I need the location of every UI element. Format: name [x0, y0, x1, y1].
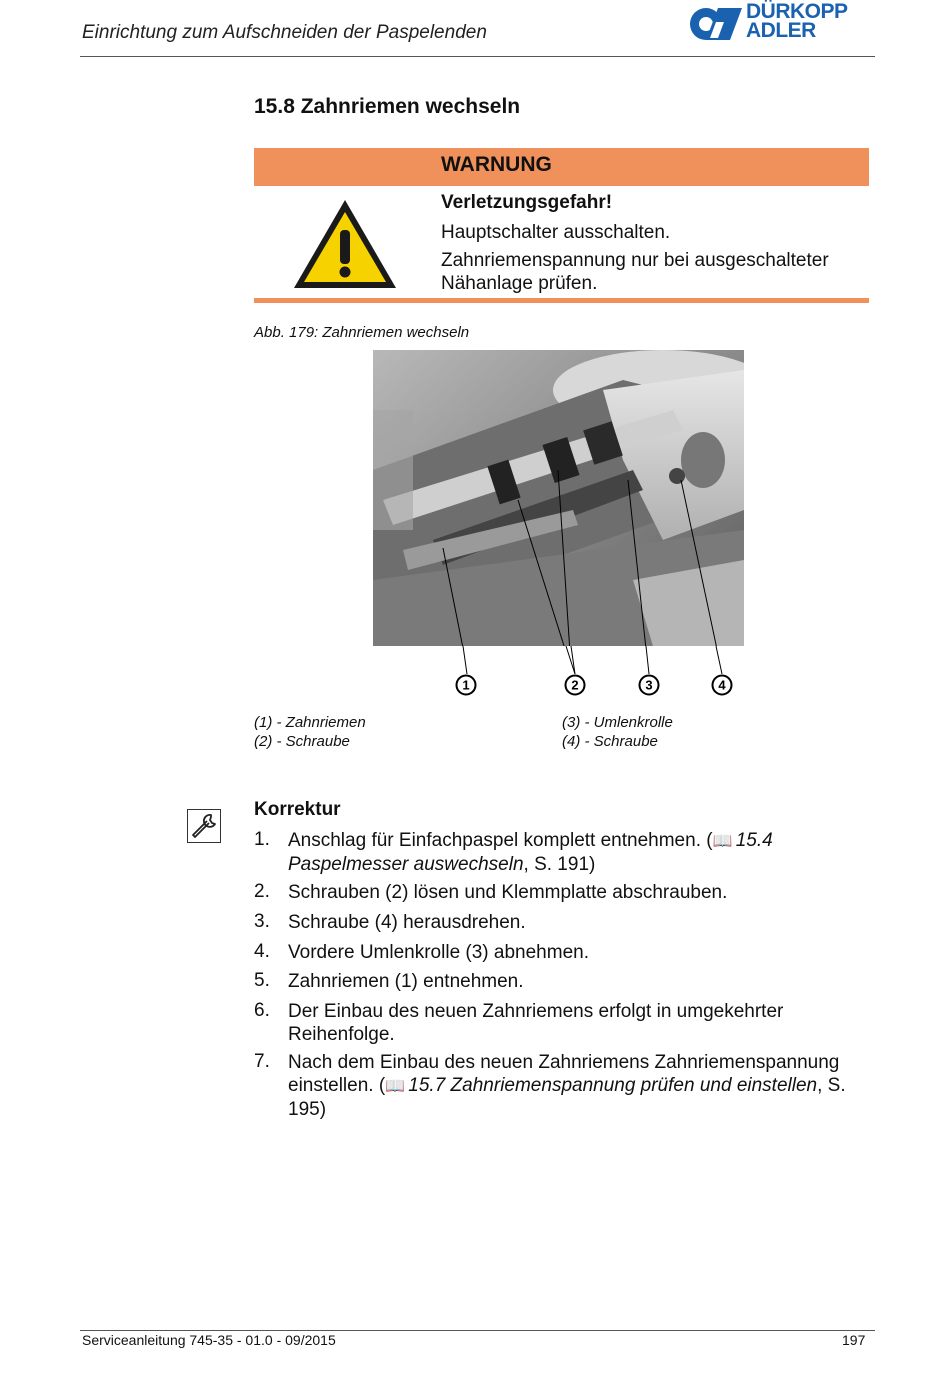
footer-divider — [80, 1330, 875, 1331]
callout-3-label: 3 — [645, 677, 653, 693]
step-7-post: , S. 195) — [288, 1075, 846, 1120]
step-7-text — [288, 1051, 873, 1121]
logo-line-1: DÜRKOPP — [746, 0, 848, 23]
legend-item-4: (4) - Schraube — [562, 733, 658, 750]
machine-photo — [373, 350, 744, 646]
callout-4 — [711, 674, 733, 696]
step-3-text: Schraube (4) herausdrehen. — [288, 912, 526, 933]
callout-leaders — [373, 646, 744, 674]
step-7-pre: Nach dem Einbau des neuen Zahnriemens Zahnriemenspannung einstellen. ( — [288, 1052, 840, 1096]
warning-line-2: Zahnriemenspannung nur bei ausgeschalteter Nähanlage prüfen. — [441, 250, 829, 294]
legend-item-3: (3) - Umlenkrolle — [562, 714, 673, 731]
header-title: Einrichtung zum Aufschneiden der Paspelenden — [82, 22, 487, 43]
step-7-reference[interactable]: 15.7 Zahnriemenspannung prüfen und einstellen — [408, 1075, 818, 1096]
book-icon: 📖 — [385, 1078, 409, 1095]
callout-2 — [564, 674, 586, 696]
warning-bar — [254, 148, 869, 186]
book-icon: 📖 — [712, 833, 736, 850]
step-1-post: , S. 191) — [523, 854, 596, 875]
step-2-text: Schrauben (2) lösen und Klemmplatte abschrauben. — [288, 882, 728, 903]
step-1-text — [288, 829, 873, 876]
warning-subtitle: Verletzungsgefahr! — [441, 192, 613, 213]
callout-2-label: 2 — [571, 677, 579, 693]
footer-document-id: Serviceanleitung 745-35 - 01.0 - 09/2015 — [82, 1332, 336, 1348]
callout-4-label: 4 — [718, 677, 726, 693]
step-7-number: 7. — [254, 1051, 270, 1072]
warning-title: WARNUNG — [441, 153, 552, 176]
page-number: 197 — [842, 1332, 866, 1348]
callout-1 — [455, 674, 477, 696]
step-4-number: 4. — [254, 941, 270, 962]
callout-3 — [638, 674, 660, 696]
legend-item-2: (2) - Schraube — [254, 733, 350, 750]
section-title: 15.8 Zahnriemen wechseln — [254, 95, 521, 118]
warning-line-1: Hauptschalter ausschalten. — [441, 222, 671, 243]
brand-logo — [688, 2, 873, 46]
warning-bottom-rule — [254, 298, 869, 303]
step-6-number: 6. — [254, 1000, 270, 1021]
wrench-icon — [187, 809, 221, 843]
step-1-number: 1. — [254, 829, 270, 850]
logo-mark-icon — [688, 2, 744, 46]
step-5-text: Zahnriemen (1) entnehmen. — [288, 971, 524, 992]
step-4-text: Vordere Umlenkrolle (3) abnehmen. — [288, 942, 589, 963]
legend-item-1: (1) - Zahnriemen — [254, 714, 366, 731]
callout-1-label: 1 — [462, 677, 470, 693]
step-1-pre: Anschlag für Einfachpaspel komplett entnehmen. ( — [288, 830, 713, 851]
logo-line-2: ADLER — [746, 19, 816, 42]
step-3-number: 3. — [254, 911, 270, 932]
procedure-title: Korrektur — [254, 799, 341, 820]
header-divider — [80, 56, 875, 57]
step-5-number: 5. — [254, 970, 270, 991]
step-2-number: 2. — [254, 881, 270, 902]
warning-triangle-icon — [290, 196, 400, 292]
step-6-text: Der Einbau des neuen Zahnriemens erfolgt in umgekehrter Reihenfolge. — [288, 1001, 784, 1045]
step-1-reference[interactable]: 15.4 Paspelmesser auswechseln — [288, 830, 773, 875]
figure-caption: Abb. 179: Zahnriemen wechseln — [254, 324, 470, 341]
